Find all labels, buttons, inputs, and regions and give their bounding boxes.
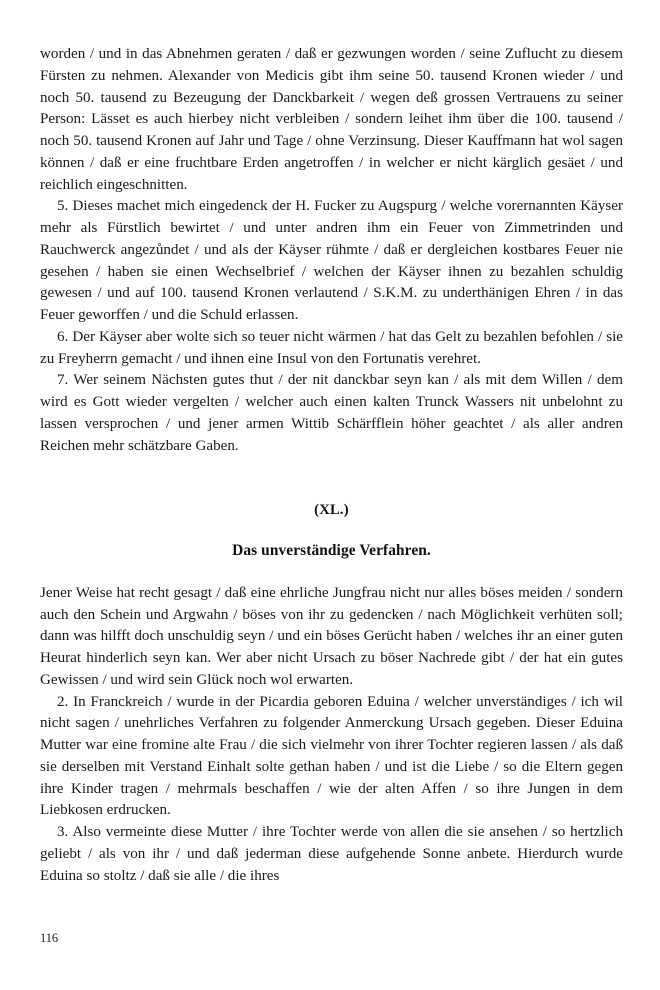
paragraph-section-6: 6. Der Käyser aber wolte sich so teuer nicht wärmen / hat das Gelt zu bezahlen befohlen / sie zu Freyherrn gemacht / und ihnen eine Insul von den Fortunatis verehret.	[40, 328, 623, 367]
paragraph-section-5: 5. Dieses machet mich eingedenck der H. Fucker zu Augspurg / welche vorernannten Käyser mehr als Fürstlich bewirtet / und unter andren ihm ein Feuer von Zimmetrinden und Rauchwerck angezůndet / und als der Käyser rühmte / daß er dergleichen kostbares Feuer nie gesehen / haben sie einen Wechselbrief / welchen der Käyser ihnen zu bezahlen schuldig gewesen / und auf 100. tausend Kronen verlautend / S.K.M. zu underthänigen Ehren / in das Feuer geworffen / und die Schuld erlassen.	[40, 198, 623, 323]
paragraph-section-1: Jener Weise hat recht gesagt / daß eine ehrliche Jungfrau nicht nur alles böses meiden / sondern auch den Schein und Argwahn / böses von ihr zu gedencken / nach Möglichkeit verhüten soll; dann was hilfft doch unschuldig seyn / und ein böses Gerücht haben / welches ihr an einer guten Heurat hinderlich seyn kan. Wer aber nicht Ursach zu böser Nachrede gibt / der hat ein gutes Gewissen / und wird sein Glück noch wol erwarten.	[40, 584, 623, 688]
page-number: 116	[40, 931, 59, 945]
paragraph-section-7: 7. Wer seinem Nächsten gutes thut / der nit danckbar seyn kan / als mit dem Willen / dem wird es Gott wieder vergelten / welcher auch einen kalten Trunck Wassers nit unbelohnt zu lassen versprochen / und jener armen Wittib Schärfflein höher geachtet / als aller andren Reichen mehr schätzbare Gaben.	[40, 372, 623, 454]
paragraph-section-2: 2. In Franckreich / wurde in der Picardia geboren Eduina / welcher unverständiges / ich wil nicht sagen / unehrliches Verfahren zu folgender Anmerckung Ursach gegeben. Dieser Eduina Mutter war eine fromine alte Frau / die sich vielmehr von ihrer Tochter regieren lassen / als daß sie derselben mit Verstand Einhalt solte gethan haben / und ist die Liebe / so die Eltern gegen ihre Kinder tragen / mehrmals beschaffen / wie der alten Affen / so ihre Jungen in dem Liebkosen erdrucken.	[40, 693, 623, 819]
chapter-title: Das unverständige Verfahren.	[232, 542, 431, 559]
chapter-spacer-top	[40, 457, 623, 500]
chapter-heading-spacer	[40, 522, 623, 540]
page-text-block	[40, 44, 623, 887]
chapter-spacer-bottom	[40, 562, 623, 583]
paragraph-section-3: 3. Also vermeinte diese Mutter / ihre Tochter werde von allen die sie ansehen / so hertzlich geliebt / als von ihr / und daß jederman diese aufgehende Sonne anbete. Hierdurch wurde Eduina so stoltz / daß sie alle / die ihres	[40, 824, 623, 884]
paragraph-continuation: worden / und in das Abnehmen geraten / daß er gezwungen worden / seine Zuflucht zu diesem Fürsten zu nehmen. Alexander von Medicis gibt ihm seine 50. tausend Kronen wieder / und noch 50. tausend zu Bezeugung der Danckbarkeit / wegen deß grossen Vertrauens zu seiner Person: Lässet es auch hierbey nicht verbleiben / sondern leihet ihm über die 100. tausend / noch 50. tausend Kronen auf Jahr und Tage / ohne Verzinsung. Dieser Kauffmann hat wol sagen können / daß er eine fruchtbare Erden angetroffen / in welcher er nicht kärglich gesäet / und reichlich eingeschnitten.	[40, 46, 623, 193]
chapter-number: (XL.)	[314, 502, 349, 519]
